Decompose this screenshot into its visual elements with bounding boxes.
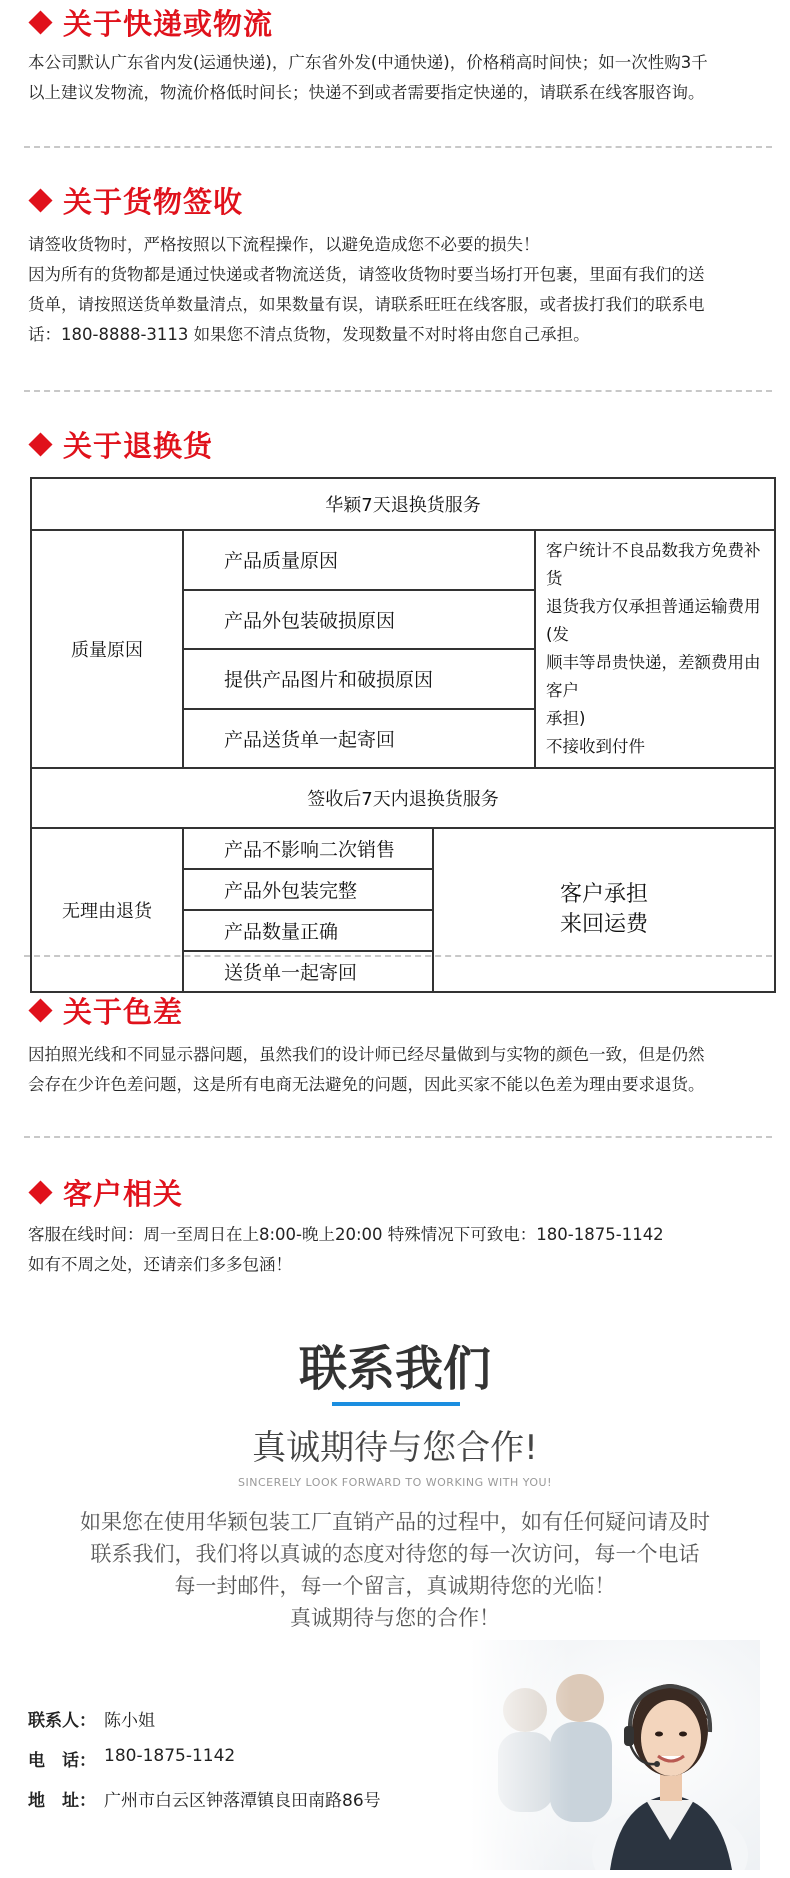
customer-service-agent-image [470,1640,760,1870]
divider [24,955,772,957]
contact-phone-value: 180-1875-1142 [104,1746,236,1766]
color-paragraph: 因拍照光线和不同显示器问题，虽然我们的设计师已经尽量做到与实物的颜色一致，但是仍然 会存在少许色差问题，这是所有电商无法避免的问题，因此买家不能以色差为理由要求退货。 [28,1045,705,1094]
diamond-icon [28,998,52,1022]
contact-phone-label: 电 话： [28,1751,96,1771]
contact-heading: 联系我们 [298,1341,491,1397]
divider [24,1136,772,1138]
section-title-express: 关于快递或物流 [28,2,273,42]
quality-item: 产品质量原因 [183,530,535,590]
diamond-icon [28,1180,52,1204]
diamond-icon [28,432,52,456]
contact-phone-row [28,1746,235,1771]
contact-slogan-en: SINCERELY LOOK FORWARD TO WORKING WITH YOU! [237,1476,553,1489]
contact-address-label: 地 址： [28,1791,96,1811]
section-title-returns: 关于退换货 [28,424,213,464]
section-title-receipt: 关于货物签收 [28,180,243,220]
contact-intro: 如果您在使用华颖包装工厂直销产品的过程中，如有任何疑问请及时 联系我们，我们将以真诚的态度对待您的每一次访问，每一个电话 每一封邮件，每一个留言，真诚期待您的光临！ 真诚期待与您的合作！ [80,1510,710,1630]
no-reason-item: 送货单一起寄回 [183,951,433,992]
divider [24,146,772,148]
quality-item: 产品外包装破损原因 [183,590,535,650]
customer-paragraph: 客服在线时间：周一至周日在上8:00-晚上20:00 特殊情况下可致电：180-1875-1142 如有不周之处，还请亲们多多包涵！ [28,1225,664,1274]
divider [24,390,772,392]
contact-address-value: 广州市白云区钟落潭镇良田南路86号 [104,1791,381,1811]
diamond-icon [28,10,52,34]
quality-item: 产品送货单一起寄回 [183,709,535,769]
section-title-color: 关于色差 [28,990,183,1030]
quality-item: 提供产品图片和破损原因 [183,649,535,709]
quality-reason-cell: 质量原因 [31,530,183,768]
no-reason-item: 产品不影响二次销售 [183,828,433,869]
quality-description: 客户统计不良品数我方免费补货 退货我方仅承担普通运输费用(发 顺丰等昂贵快递，差额费用由客户 承担) 不接收到付件 [535,530,775,768]
diamond-icon [28,188,52,212]
receipt-paragraph: 请签收货物时，严格按照以下流程操作，以避免造成您不必要的损失！ 因为所有的货物都是通过快递或者物流送货，请签收货物时要当场打开包裹，里面有我们的送 货单，请按照送货单数量清点，如果数量有误，请联系旺旺在线客服，或者拔打我们的联系电 话：180-8888-3113 如果您不清点货物，发现数量不对时将由您自己承担。 [28,235,705,344]
contact-person-label: 联系人： [28,1711,96,1731]
contact-person-row [28,1706,155,1731]
no-reason-description: 客户承担 来回运费 [433,828,775,992]
contact-slogan: 真诚期待与您合作! [252,1428,538,1468]
heading-underline [332,1402,460,1406]
contact-address-row [28,1786,381,1811]
express-paragraph: 本公司默认广东省内发(运通快递)，广东省外发(中通快递)，价格稍高时间快；如一次性购3千 以上建议发物流，物流价格低时间长；快递不到或者需要指定快递的，请联系在线客服咨询。 [28,53,708,102]
no-reason-item: 产品外包装完整 [183,869,433,910]
no-reason-item: 产品数量正确 [183,910,433,951]
table-title-after-receipt: 签收后7天内退换货服务 [31,768,775,828]
returns-service-table [30,477,776,993]
no-reason-cell: 无理由退货 [31,828,183,992]
section-title-customer: 客户相关 [28,1172,183,1212]
table-title-7day: 华颖7天退换货服务 [31,478,775,530]
contact-person-value: 陈小姐 [104,1711,155,1731]
